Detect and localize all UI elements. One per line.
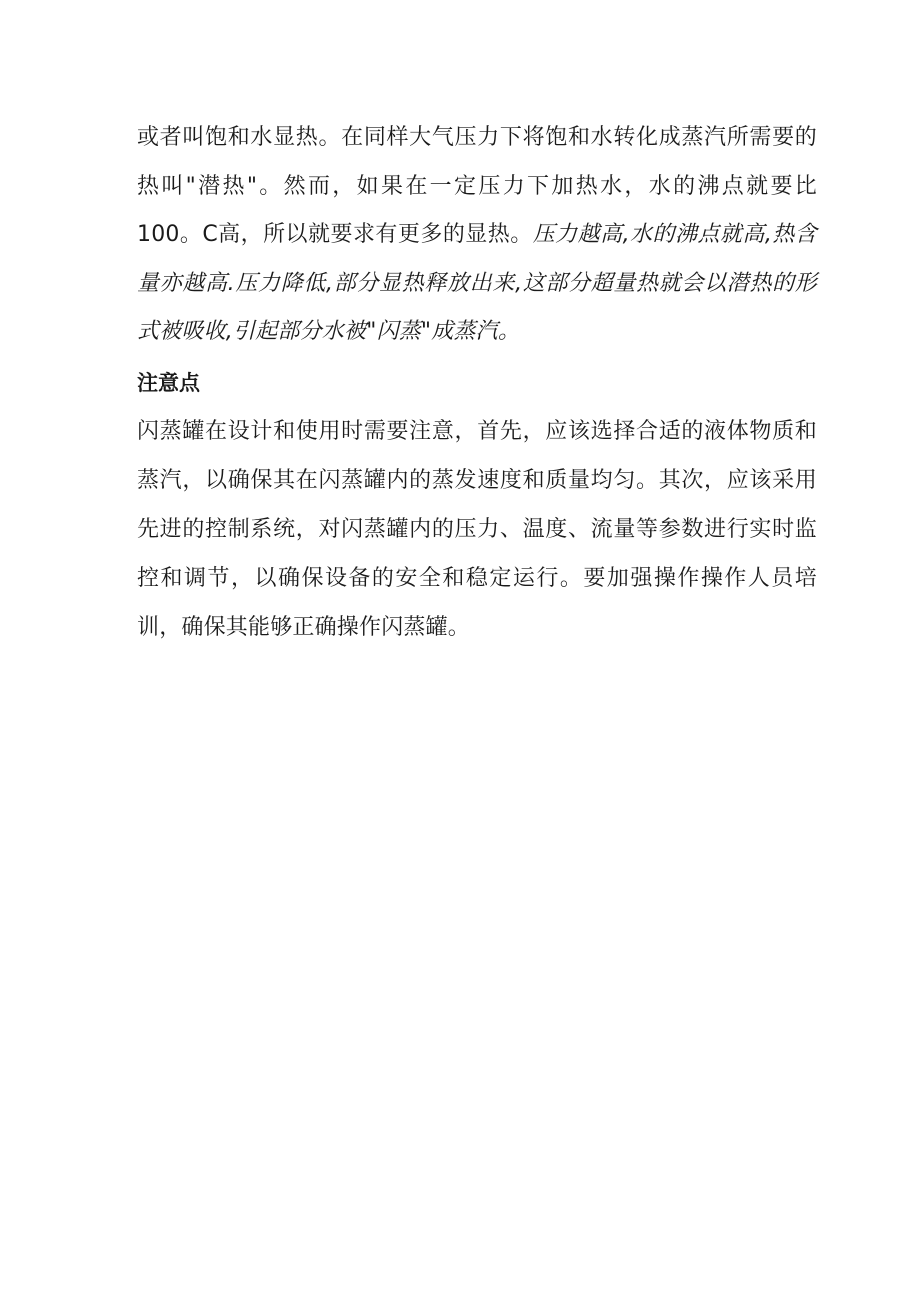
paragraph-italic-text: 压力越高,水的沸点就高,热含量亦越高.压力降低,部分显热释放出来,这部分超量热就会以潜热的形式被吸收,引起部分水被"闪蒸"成蒸汽。 <box>137 222 817 344</box>
section-heading-notes: 注意点 <box>137 370 200 395</box>
document-page <box>137 114 817 652</box>
paragraph-normal-text: 或者叫饱和水显热。在同样大气压力下将饱和水转化成蒸汽所需要的热叫"潜热"。然而，如果在一定压力下加热水，水的沸点就要比100。C高，所以就要求有更多的显热。 <box>137 125 817 247</box>
paragraph-sensible-latent-heat <box>137 114 817 357</box>
paragraph-notes: 闪蒸罐在设计和使用时需要注意，首先，应该选择合适的液体物质和蒸汽，以确保其在闪蒸罐内的蒸发速度和质量均匀。其次，应该采用先进的控制系统，对闪蒸罐内的压力、温度、流量等参数进行实时监控和调节，以确保设备的安全和稳定运行。要加强操作操作人员培训，确保其能够正确操作闪蒸罐。 <box>137 418 817 640</box>
